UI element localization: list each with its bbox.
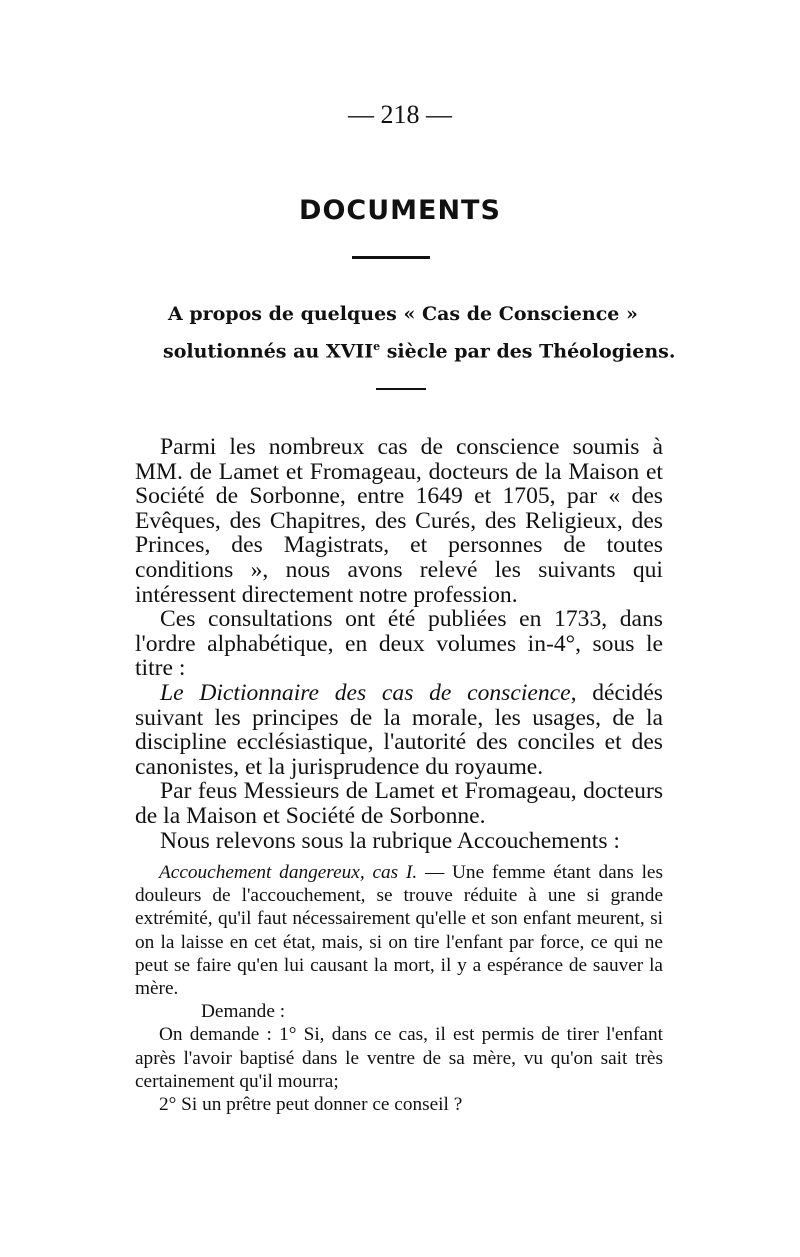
case-text [135,861,663,1116]
article-subtitle-line1: A propos de quelques « Cas de Conscience » [168,303,638,325]
paragraph-publication: Ces consultations ont été publiées en 1733, dans l'ordre alphabétique, en deux volumes in-4°, sous le titre : [135,606,663,682]
section-title: DOCUMENTS [299,195,501,226]
case-heading: Accouchement dangereux, cas I. [159,862,418,883]
article-subtitle-line2 [163,340,676,363]
question-2: 2° Si un prêtre peut donner ce conseil ? [159,1094,463,1116]
paragraph-intro: Parmi les nombreux cas de conscience soumis à MM. de Lamet et Fromageau, docteurs de la Maison et Société de Sorbonne, entre 1649 et 1705, par « des Evêques, des Chapitres, des Curés, des Religieux, des Princes, des Magistrats, et personnes de toutes conditions », nous avons relevé les suivants qui intéressent directement notre profession. [135,434,663,608]
dictionary-title-italic: Le Dictionnaire des cas de conscience, [160,679,577,706]
case-description: — Une femme étant dans les douleurs de l'accouchement, se trouve réduite à une si grande extrémité, qu'il faut nécessairement qu'elle et son enfant meurent, si on la laisse en cet état, mais, si on tire l'enfant par force, ce qui ne peut se faire qu'en lui causant la mort, il y a espérance de sauver la mère. [135,862,663,1000]
main-text [135,435,663,853]
dictionary-title-rest: décidés suivant les principes de la morale, les usages, de la discipline ecclésiastique, l'autorité des conciles et des canonistes, et la jurisprudence du royaume. [135,679,663,780]
subtitle-line2-part-b: siècle par des Théologiens. [380,340,676,363]
demande-label: Demande : [201,1001,286,1023]
case-paragraph [135,861,663,1000]
question-1: On demande : 1° Si, dans ce cas, il est permis de tirer l'enfant après l'avoir baptisé dans le ventre de sa mère, vu qu'on sait très certainement qu'il mourra; [135,1024,663,1092]
paragraph-dictionary-title [135,681,663,779]
title-divider [352,256,430,259]
paragraph-rubric: Nous relevons sous la rubrique Accouchements : [160,827,620,854]
page-number: — 218 — [348,100,452,129]
subtitle-superscript: e [373,340,381,353]
subtitle-line2-part-a: solutionnés au XVII [163,340,374,363]
subtitle-divider [376,388,426,390]
paragraph-authors: Par feus Messieurs de Lamet et Fromageau, docteurs de la Maison et Société de Sorbonne. [135,778,663,829]
